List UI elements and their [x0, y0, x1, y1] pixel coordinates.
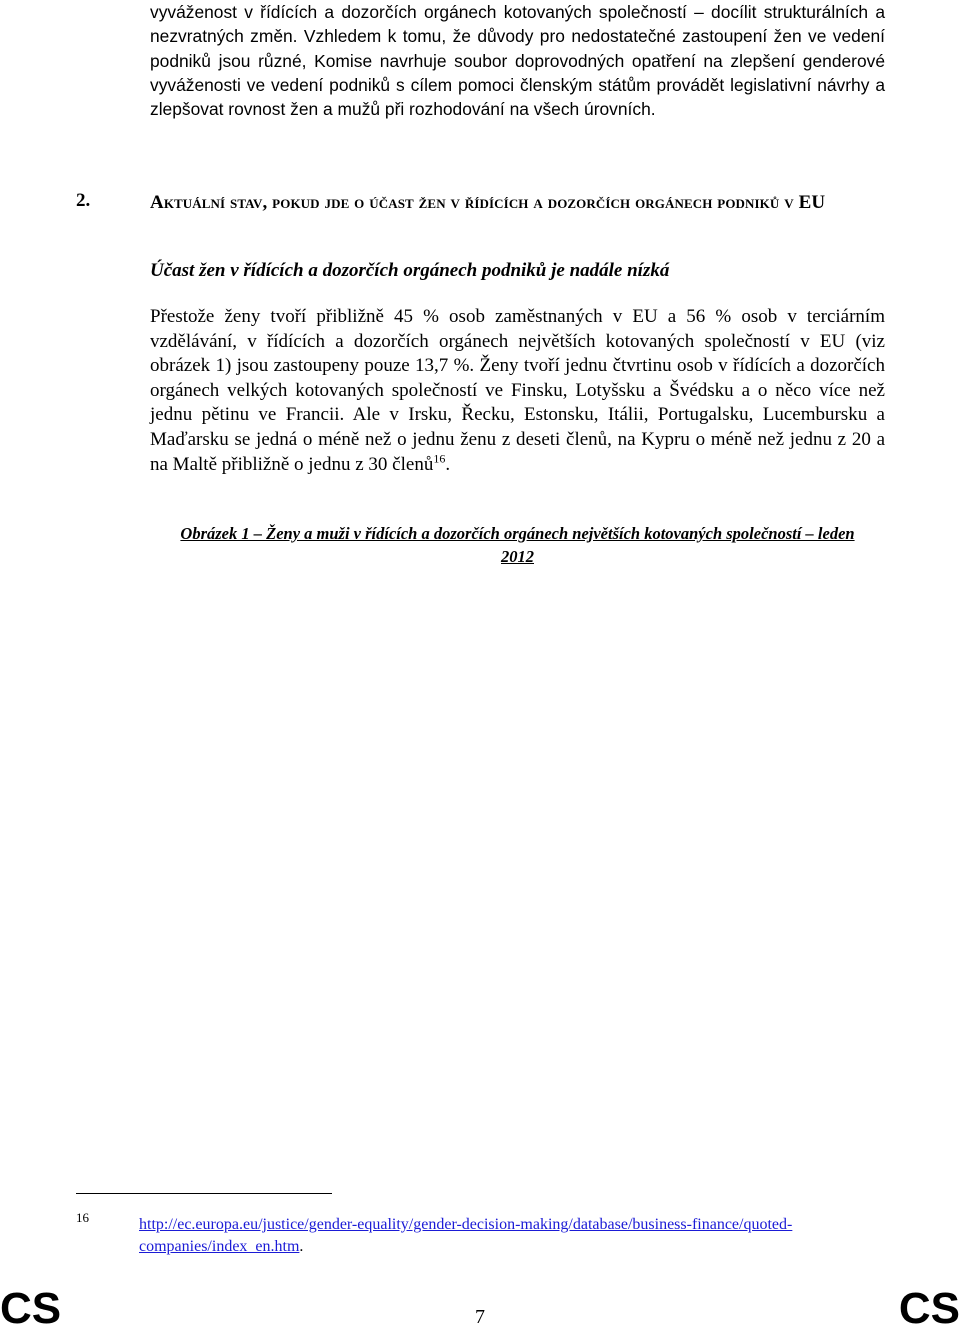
body-paragraph [150, 305, 885, 477]
body-paragraph-text: Přestože ženy tvoří přibližně 45 % osob zaměstnaných v EU a 56 % osob v terciárním vzdělávání, v řídících a dozorčích orgánech největších kotovaných společností v EU (viz obrázek 1) jsou zastoupeny pouze 13,7 %. Ženy tvoří jednu čtvrtinu osob v řídících a dozorčích orgánech velkých kotovaných společností ve Finsku, Lotyšsku a Švédsku a o něco více než jednu pětinu ve Francii. Ale v Irsku, Řecku, Estonsku, Itálii, Portugalsku, Lucembursku a Maďarsku se jedná o méně než o jednu ženu z deseti členů, na Kypru o méně než jednu z 20 a na Maltě přibližně o jednu z 30 členů [150, 306, 885, 475]
footnote-reference[interactable]: 16 [433, 451, 446, 466]
footnote-number: 16 [76, 1210, 89, 1225]
footnote-text [139, 1214, 899, 1258]
intro-paragraph: vyváženost v řídících a dozorčích orgánech kotovaných společností – docílit strukturálních a nezvratných změn. Vzhledem k tomu, že důvody pro nedostatečné zastoupení žen ve vedení podniků jsou různé, Komise navrhuje soubor doprovodných opatření na zlepšení genderové vyváženosti ve vedení podniků s cílem pomoci členským státům provádět legislativní návrhy a zlepšovat rovnost žen a mužů při rozhodování na všech úrovních. [150, 2, 885, 120]
footnote-link[interactable]: http://ec.europa.eu/justice/gender-equality/gender-decision-making/database/business-finance/quoted-companies/index_en.htm [139, 1216, 793, 1255]
figure-caption-main: Obrázek 1 – Ženy a muži v řídících a dozorčích orgánech největších kotovaných společností – leden [180, 524, 855, 543]
body-paragraph-end: . [445, 453, 451, 475]
figure-caption-year: 2012 [501, 547, 534, 566]
footer-language-left: CS [0, 1284, 62, 1333]
section-number: 2. [76, 190, 91, 211]
footer-language-right: CS [898, 1284, 960, 1333]
figure-caption [150, 522, 885, 568]
footnote-separator [76, 1193, 332, 1194]
section-title: Aktuální stav, pokud jde o účast žen v řídících a dozorčích orgánech podniků v EU [150, 192, 826, 213]
footnote-end: . [299, 1238, 304, 1255]
section-heading [76, 190, 890, 215]
page-number: 7 [475, 1306, 485, 1328]
section-subheading: Účast žen v řídících a dozorčích orgánech podniků je nadále nízká [150, 260, 670, 281]
